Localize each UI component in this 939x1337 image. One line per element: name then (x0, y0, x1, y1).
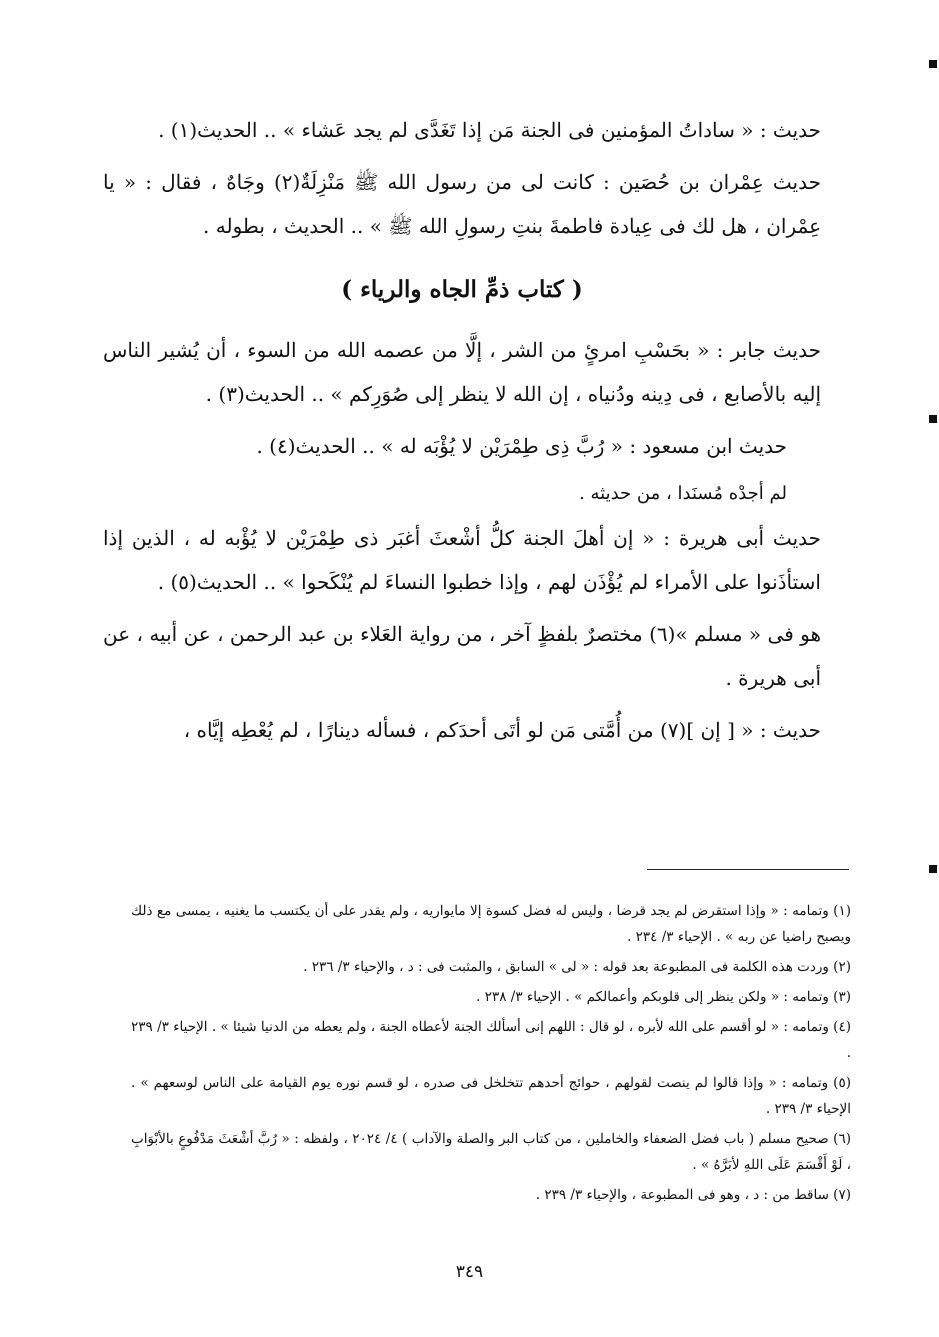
footnote-divider (647, 869, 849, 870)
chapter-heading: ( كتاب ذمِّ الجاه والرياء ) (341, 276, 583, 303)
paragraph-hadith-ibn-masud: حديث ابن مسعود : « رُبَّ ذِى طِمْرَيْن لا يُؤْبَه له » .. الحديث(٤) . (256, 434, 787, 458)
paragraph-note-not-found: لم أجدْه مُسنَدا ، من حديثه . (579, 483, 787, 504)
footnote-2: (٢) وردت هذه الكلمة فى المطبوعة بعد قوله : « لى » السابق ، والمثبت فى : د ، والإحياء ٣/ ٢٣٦ . (303, 959, 851, 975)
footnotes (131, 898, 851, 1212)
footnote-7: (٧) ساقط من : د ، وهو فى المطبوعة ، والإحياء ٣/ ٢٣٩ . (535, 1187, 851, 1203)
footnote-4: (٤) وتمامه : « لو أقسم على الله لأبره ، لو قال : اللهم إنى أسألك الجنة لأعطاه الجنة ، ولم يعطه من الدنيا شيئا » . الإحياء ٣/ ٢٣٩ . (131, 1019, 851, 1061)
paragraph-hadith-imran: حديث عِمْران بن حُصَين : كانت لى من رسول الله ﷺ مَنْزِلَةٌ(٢) وجَاهٌ ، فقال : « يا عِمْران ، هل لك فى عِيادة فاطمةَ بنتِ رسولِ الله ﷺ » .. الحديث ، بطوله . (103, 170, 821, 238)
margin-mark-top (929, 60, 937, 68)
main-text (103, 108, 821, 760)
margin-mark-middle (929, 415, 937, 423)
margin-mark-bottom (929, 865, 937, 873)
paragraph-hadith-jabir: حديث جابر : « بحَسْبِ امرئٍ من الشر ، إلَّا من عصمه الله من السوء ، أن يُشير الناس إليه بالأصابع ، فى دِينه ودُنياه ، إن الله لا ينظر إلى صُوَرِكم » .. الحديث(٣) . (103, 338, 821, 406)
footnote-3: (٣) وتمامه : « ولكن ينظر إلى قلوبكم وأعمالكم » . الإحياء ٣/ ٢٣٨ . (476, 989, 851, 1005)
paragraph-hadith-sadat: حديث : « ساداتُ المؤمنين فى الجنة مَن إذا تَغَدَّى لم يجد عَشاء » .. الحديث(١) . (158, 118, 821, 142)
paragraph-hadith-ummati: حديث : « [ إن ](٧) من أُمَّتى مَن لو أتَى أحدَكم ، فسأله دينارًا ، لم يُعْطِه إيَّاه ، (183, 718, 821, 742)
footnote-1: (١) وتمامه : « وإذا استقرض لم يجد قرضا ، وليس له فضل كسوة إلا مايواريه ، ولم يقدر على أن يكتسب ما يغنيه ، يمسى مع ذلك ويصبح راضيا عن ربه » . الإحياء ٣/ ٢٣٤ . (131, 903, 851, 945)
page-number: ٣٤٩ (455, 1262, 484, 1282)
footnote-5: (٥) وتمامه : « وإذا قالوا لم ينصت لقولهم ، حوائج أحدهم تتخلخل فى صدره ، لو قسم نوره يوم القيامة على الناس لوسعهم » . الإحياء ٣/ ٢٣٩ . (131, 1075, 851, 1117)
paragraph-hadith-abu-hurayra: حديث أبى هريرة : « إن أهلَ الجنة كلُّ أشْعثَ أغبَر ذى طِمْرَيْن لا يُؤْبه له ، الذين إذا استأذَنوا على الأمراء لم يُؤْذَن لهم ، وإذا خطبوا النساءَ لم يُنْكَحوا » .. الحديث(٥) . (103, 526, 821, 594)
footnote-6: (٦) صحيح مسلم ( باب فضل الضعفاء والخاملين ، من كتاب البر والصلة والآداب ) ٤/ ٢٠٢٤ ، ولفظه : « رُبَّ أشْعَثَ مَدْفُوعٍ بالأبْوَابِ ، لَوْ أَقْسَمَ عَلَى اللهِ لأبَرَّهُ » . (131, 1131, 851, 1173)
paragraph-muslim-reference: هو فى « مسلم »(٦) مختصرٌ بلفظٍ آخر ، من رواية العَلاء بن عبد الرحمن ، عن أبيه ، عن أبى هريرة . (103, 622, 821, 690)
